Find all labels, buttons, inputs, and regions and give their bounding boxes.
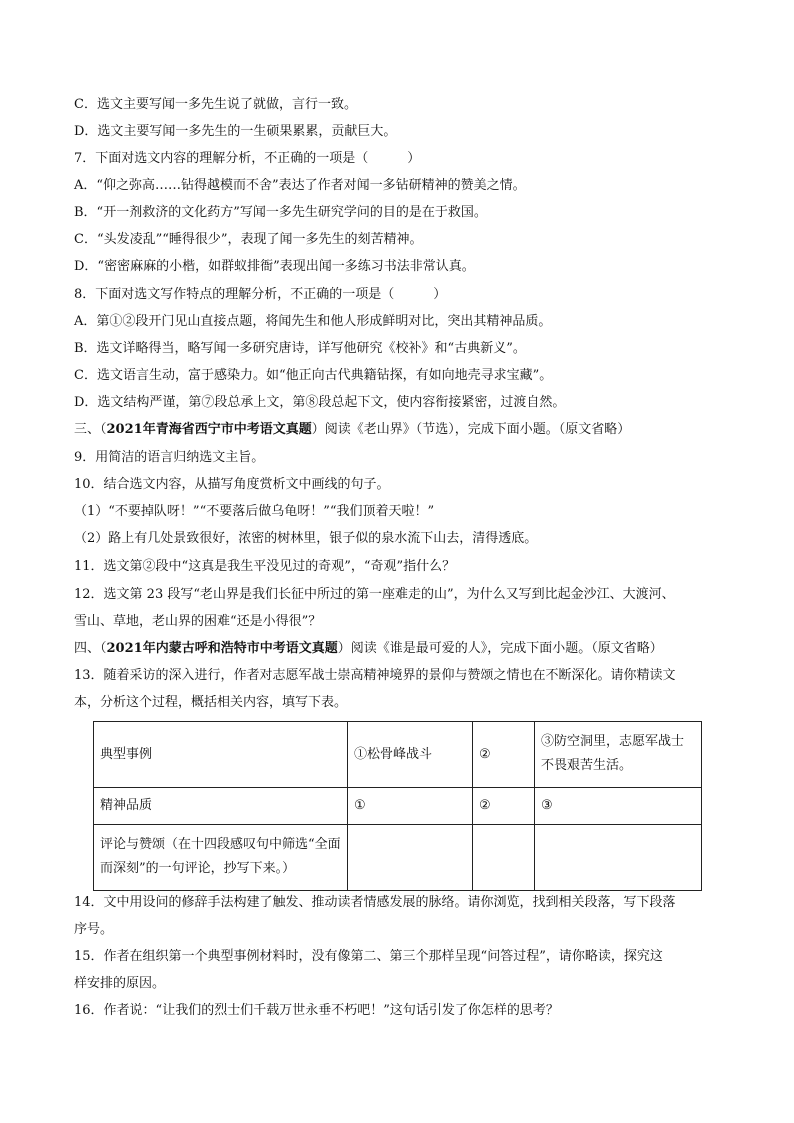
- table-cell: ③防空洞里，志愿军战士不畏艰苦生活。: [535, 722, 702, 788]
- section-3-instruction: ）阅读《老山界》（节选），完成下面小题。（原文省略）: [311, 422, 631, 437]
- question-13: 13．随着采访的深入进行，作者对志愿军战士崇高精神境界的景仰与赞颂之情也在不断深化。请你精读文: [74, 668, 676, 683]
- table-cell: 典型事例: [94, 722, 348, 788]
- option-b-q7: B．“开一剂救济的文化药方”写闻一多先生研究学问的目的是在于救国。: [74, 205, 487, 220]
- question-10-2: （2）路上有几处景致很好，浓密的树林里，银子似的泉水流下山去，清得透底。: [74, 531, 538, 546]
- option-d-q8: D．选文结构严谨，第⑦段总承上文，第⑧段总起下文，使内容衔接紧密，过渡自然。: [74, 395, 566, 410]
- question-15: 15．作者在组织第一个典型事例材料时，没有像第二、第三个那样呈现“问答过程”，请你略读，探究这: [74, 949, 663, 964]
- table-cell: 精神品质: [94, 788, 348, 825]
- question-11: 11．选文第②段中“这真是我生平没见过的奇观”，“奇观”指什么？: [74, 559, 456, 574]
- option-d-q6: D．选文主要写闻一多先生的一生硕果累累，贡献巨大。: [74, 124, 397, 139]
- answer-table: [93, 721, 702, 891]
- question-8: 8．下面对选文写作特点的理解分析，不正确的一项是（ ）: [74, 287, 447, 302]
- option-a-q7: A．“仰之弥高……钻得越模而不舍”表达了作者对闻一多钻研精神的赞美之情。: [74, 178, 526, 193]
- table-cell: ②: [473, 788, 535, 825]
- section-4-heading: [74, 640, 734, 657]
- table-cell: ②: [473, 722, 535, 788]
- section-4-prefix: 四、（: [74, 641, 107, 656]
- question-16: 16．作者说：“让我们的烈士们千载万世永垂不朽吧！”这句话引发了你怎样的思考？: [74, 1003, 559, 1018]
- section-3-source: 2021年青海省西宁市中考语文真题: [106, 422, 312, 437]
- table-cell: ①: [348, 788, 473, 825]
- option-c-q7: C．“头发凌乱”“睡得很少”，表现了闻一多先生的刻苦精神。: [74, 232, 423, 247]
- section-4-instruction: ）阅读《谁是最可爱的人》，完成下面小题。（原文省略）: [337, 641, 663, 656]
- question-13-cont: 本，分析这个过程，概括相关内容，填写下表。: [74, 695, 348, 710]
- table-cell: ①松骨峰战斗: [348, 722, 473, 788]
- question-10-1: （1）“不要掉队呀！”“不要落后做乌龟呀！”“我们顶着天啦！”: [74, 504, 435, 519]
- section-4-source: 2021年内蒙古呼和浩特市中考语文真题: [106, 641, 338, 656]
- question-15-cont: 样安排的原因。: [74, 976, 166, 991]
- table-cell: [535, 825, 702, 891]
- table-cell: [473, 825, 535, 891]
- table-cell: ③: [535, 788, 702, 825]
- question-12-cont: 雪山、草地，老山界的困难“还是小得很”？: [74, 614, 322, 629]
- question-12: 12．选文第 23 段写“老山界是我们长征中所过的第一座难走的山”，为什么又写到比起金沙江、大渡河、: [74, 587, 675, 602]
- option-a-q8: A．第①②段开门见山直接点题，将闻先生和他人形成鲜明对比，突出其精神品质。: [74, 314, 552, 329]
- section-3-prefix: 三、（: [74, 422, 107, 437]
- question-14-cont: 序号。: [74, 922, 114, 937]
- option-d-q7: D．“密密麻麻的小楷，如群蚁排衙”表现出闻一多练习书法非常认真。: [74, 259, 475, 274]
- section-3-heading: [74, 421, 734, 438]
- table-row: [94, 825, 702, 891]
- table-cell: 评论与赞颂（在十四段感叹句中筛选“全面而深刻”的一句评论，抄写下来。）: [94, 825, 348, 891]
- question-9: 9．用简洁的语言归纳选文主旨。: [74, 450, 265, 465]
- option-c-q8: C．选文语言生动，富于感染力。如“他正向古代典籍钻探，有如向地壳寻求宝藏”。: [74, 368, 553, 383]
- question-10: 10．结合选文内容，从描写角度赏析文中画线的句子。: [74, 477, 390, 492]
- question-14: 14．文中用设问的修辞手法构建了触发、推动读者情感发展的脉络。请你浏览，找到相关段落，写下段落: [74, 895, 676, 910]
- table-row: [94, 788, 702, 825]
- table-row: [94, 722, 702, 788]
- question-7: 7．下面对选文内容的理解分析，不正确的一项是（ ）: [74, 151, 421, 166]
- table-cell: [348, 825, 473, 891]
- option-b-q8: B．选文详略得当，略写闻一多研究唐诗，详写他研究《校补》和“古典新义”。: [74, 341, 526, 356]
- option-c-q6: C．选文主要写闻一多先生说了就做，言行一致。: [74, 97, 357, 112]
